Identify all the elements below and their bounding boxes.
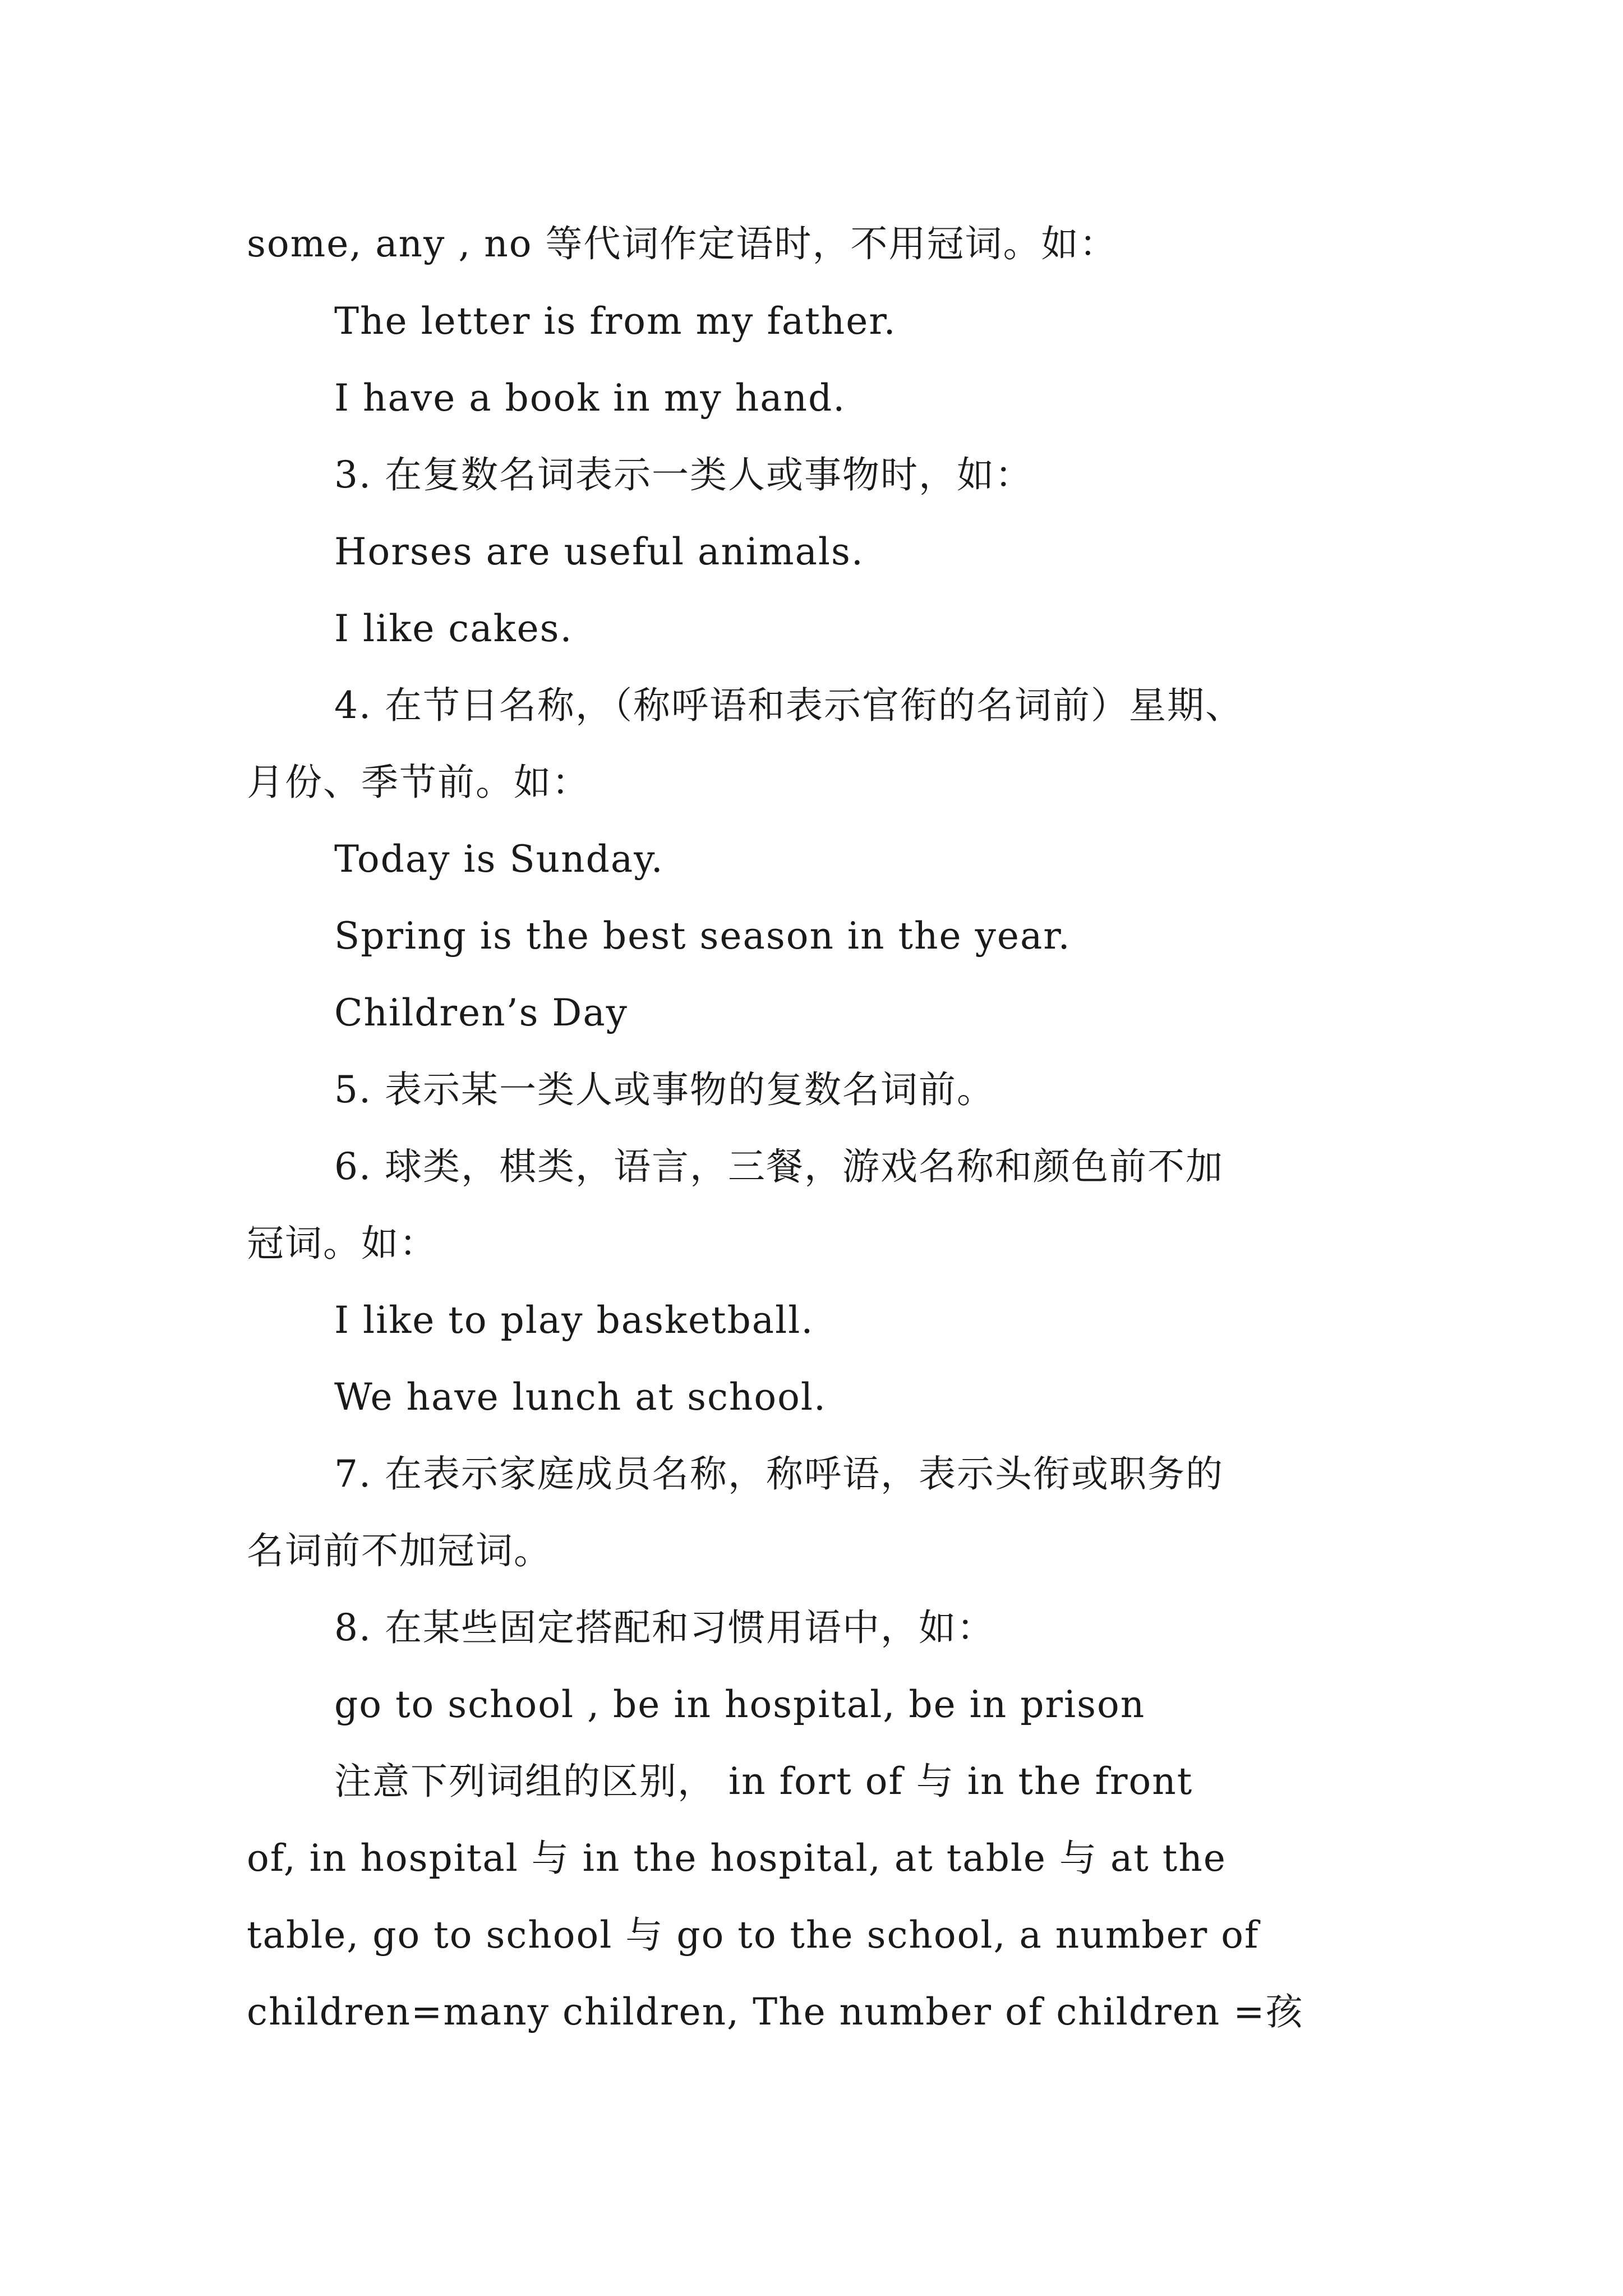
example-sentence: The letter is from my father. xyxy=(334,300,897,343)
rule-item-3: 3. 在复数名词表示一类人或事物时，如： xyxy=(334,453,1033,496)
note-paragraph-continued: of, in hospital 与 in the hospital, at table 与 at the xyxy=(247,1837,1227,1880)
example-phrases: go to school , be in hospital, be in prison xyxy=(334,1683,1146,1726)
example-sentence: We have lunch at school. xyxy=(334,1375,827,1419)
note-paragraph-continued: table, go to school 与 go to the school, a number of xyxy=(247,1913,1260,1957)
rule-item-8: 8. 在某些固定搭配和习惯用语中，如： xyxy=(334,1606,995,1649)
rule-item-4-continued: 月份、季节前。如： xyxy=(247,761,590,804)
rule-item-7-continued: 名词前不加冠词。 xyxy=(247,1529,552,1572)
example-sentence: I have a book in my hand. xyxy=(334,376,846,420)
rule-item-4: 4. 在节日名称，（称呼语和表示官衔的名词前）星期、 xyxy=(334,684,1243,727)
example-sentence: Spring is the best season in the year. xyxy=(334,914,1071,958)
rule-item-6: 6. 球类，棋类，语言，三餐，游戏名称和颜色前不加 xyxy=(334,1145,1224,1188)
note-paragraph-continued: children=many children, The number of children =孩 xyxy=(247,1990,1304,2033)
text-line: some, any , no 等代词作定语时，不用冠词。如： xyxy=(247,222,1118,265)
example-sentence: I like to play basketball. xyxy=(334,1299,814,1342)
example-sentence: Children’s Day xyxy=(334,991,628,1034)
example-sentence: I like cakes. xyxy=(334,607,573,650)
example-sentence: Today is Sunday. xyxy=(334,838,664,881)
rule-item-6-continued: 冠词。如： xyxy=(247,1222,437,1265)
rule-item-7: 7. 在表示家庭成员名称，称呼语，表示头衔或职务的 xyxy=(334,1452,1224,1496)
rule-item-5: 5. 表示某一类人或事物的复数名词前。 xyxy=(334,1068,995,1111)
note-paragraph: 注意下列词组的区别， in fort of 与 in the front xyxy=(334,1760,1193,1803)
example-sentence: Horses are useful animals. xyxy=(334,530,864,573)
